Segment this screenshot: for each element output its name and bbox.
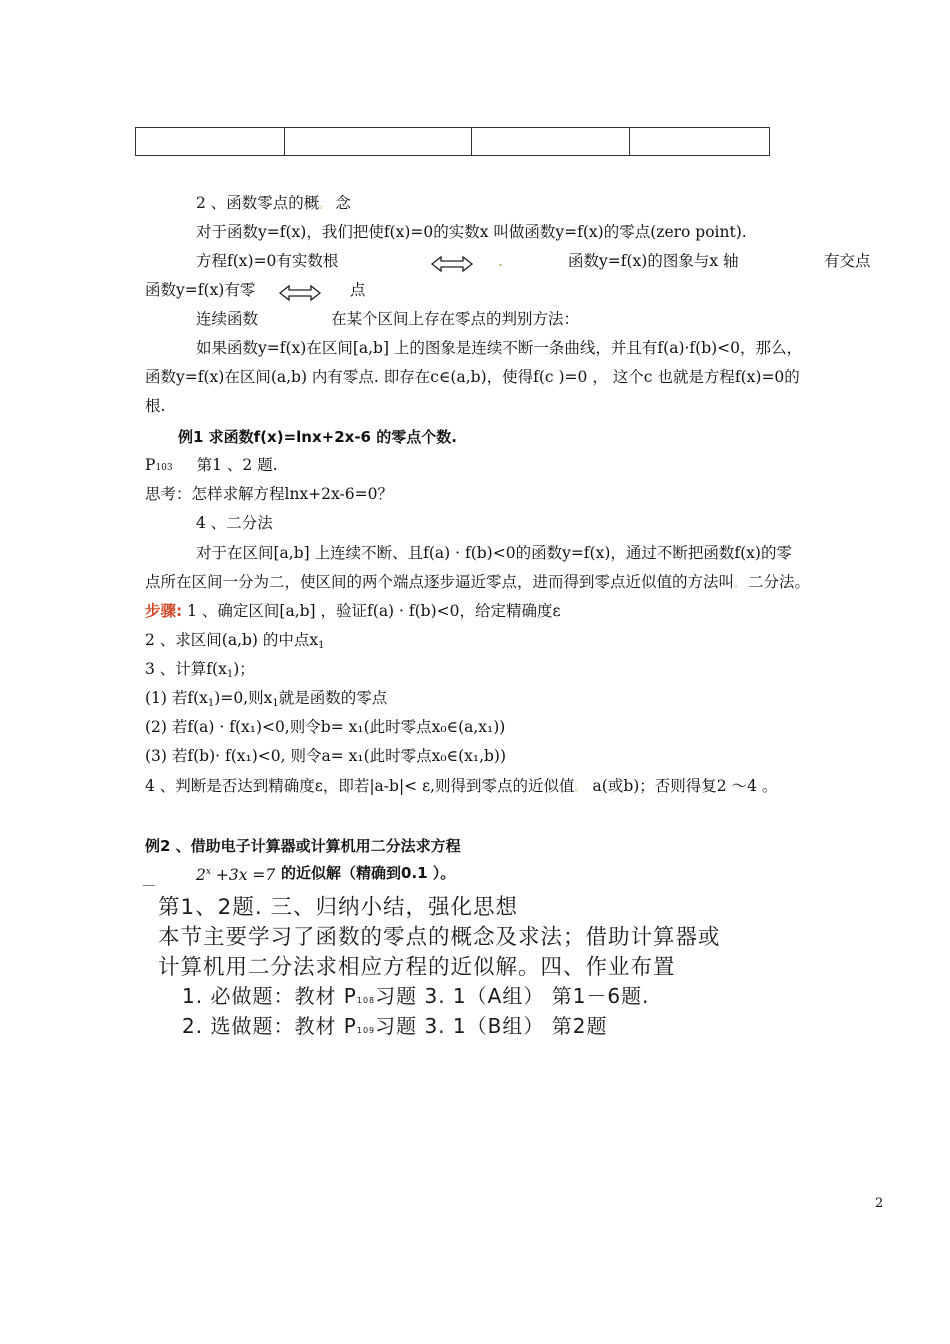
homework-optional-tail: 习题 3. 1（B组） 第2题 xyxy=(375,1014,608,1038)
exercise-ref: 第1 、2 题. xyxy=(196,456,278,474)
scan-line-4 xyxy=(182,980,650,1009)
scan-mark xyxy=(143,885,155,886)
subscript: 1 xyxy=(272,698,279,709)
example-2: 例2 、借助电子计算器或计算机用二分法求方程 xyxy=(145,837,461,855)
theorem-line-1: 如果函数y=f(x)在区间[a,b] 上的图象是连续不断一条曲线，并且有f(a)·f(b)<0，那么， xyxy=(196,339,803,357)
homework-optional: 2. 选做题：教材 P xyxy=(182,1014,357,1038)
page-number-109: 109 xyxy=(356,1026,376,1035)
textbook-reference xyxy=(145,455,278,478)
bisection-def-2: 点所在区间一分为二，使区间的两个端点逐步逼近零点，进而得到零点近似值的方法叫。 二分法。 xyxy=(145,573,811,591)
example-1: 例1 求函数f(x)=lnx+2x-6 的零点个数. xyxy=(178,428,457,446)
equivalence-line-1c: 有交点 xyxy=(824,252,871,270)
page-number-108: 108 xyxy=(356,996,376,1005)
equation xyxy=(196,862,275,885)
step-3-end: )； xyxy=(233,660,255,678)
step-4-text: 4 、判断是否达到精确度ε，即若|a-b|< ε,则得到零点的近似值 xyxy=(145,777,575,795)
case-2: (2) 若f(a) · f(x₁)<0,则令b= x₁(此时零点x₀∈(a,x₁)) xyxy=(145,718,506,736)
criterion-label: 在某个区间上存在零点的判别方法： xyxy=(331,310,580,328)
table-cell xyxy=(472,128,630,156)
definition-line: 对于函数y=f(x)，我们把使f(x)=0的实数x 叫做函数y=f(x)的零点(zero point). xyxy=(196,223,747,241)
table-cell xyxy=(630,128,770,156)
homework-required-tail: 习题 3. 1（A组） 第1－6题. xyxy=(375,984,650,1008)
step-2-text: 2 、求区间(a,b) 的中点x xyxy=(145,631,319,649)
homework-required: 1. 必做题：教材 P xyxy=(182,984,357,1008)
equation-exponent: x xyxy=(205,867,211,877)
table-cell xyxy=(136,128,285,156)
bisection-def-1: 对于在区间[a,b] 上连续不断、且f(a) · f(b)<0的函数y=f(x)，通过不断把函数f(x)的零 xyxy=(196,544,792,562)
case-1-b: )=0,则x xyxy=(214,689,273,707)
heading-text: 2 、函数零点的概 xyxy=(196,194,320,212)
theorem-line-3: 根. xyxy=(145,397,166,415)
equivalence-line-1a: 方程f(x)=0有实数根 xyxy=(196,252,339,270)
scan-line-5 xyxy=(182,1010,607,1039)
case-1-a: (1) 若f(x xyxy=(145,689,208,707)
bisection-def-2-text: 点所在区间一分为二，使区间的两个端点逐步逼近零点，进而得到零点近似值的方法叫 xyxy=(145,573,735,591)
case-1 xyxy=(145,688,387,714)
page-ref: P xyxy=(145,456,156,474)
step-3-text: 3 、计算f(x xyxy=(145,660,227,678)
step-4-end: a(或b)；否则得复2 ～4 。 xyxy=(592,777,778,795)
equivalence-line-2a: 函数y=f(x)有零 xyxy=(145,281,256,299)
equation-rest: +3x =7 xyxy=(210,866,276,885)
step-1 xyxy=(145,601,561,621)
subscript: 1 xyxy=(226,669,234,680)
table-cell xyxy=(285,128,472,156)
double-arrow-icon xyxy=(430,254,474,274)
section-zero-concept: 2 、函数零点的概。 念 xyxy=(196,194,351,212)
subscript: 1 xyxy=(318,640,325,651)
section-bisection: 4 、二分法 xyxy=(196,514,273,532)
double-arrow-icon xyxy=(278,283,322,303)
bisection-term: 二分法。 xyxy=(748,573,811,591)
step-4: 4 、判断是否达到精确度ε，即若|a-b|< ε,则得到零点的近似值。 a(或b)；否则得复2 ～4 。 xyxy=(145,777,778,795)
subscript: 1 xyxy=(207,698,215,709)
step-3 xyxy=(145,659,255,685)
scan-line-1: 第1、2题. 三、归纳小结，强化思想 xyxy=(158,895,519,920)
step-1-text: 1 、确定区间[a,b] ，验证f(a) · f(b)<0，给定精确度ε xyxy=(182,602,561,620)
scan-line-3: 计算机用二分法求相应方程的近似解。四、作业布置 xyxy=(158,955,676,980)
think-question: 思考：怎样求解方程lnx+2x-6=0？ xyxy=(145,485,393,503)
empty-table xyxy=(135,127,770,156)
continuous-function-label: 连续函数 xyxy=(196,310,259,328)
step-2 xyxy=(145,630,325,656)
theorem-line-2: 函数y=f(x)在区间(a,b) 内有零点. 即存在c∈(a,b)，使得f(c )=0 ， 这个c 也就是方程f(x)=0的 xyxy=(145,368,800,386)
case-3: (3) 若f(b)· f(x₁)<0, 则令a= x₁(此时零点x₀∈(x₁,b)) xyxy=(145,747,507,765)
equivalence-line-1b: 函数y=f(x)的图象与x 轴 xyxy=(568,252,739,270)
steps-label: 步骤: xyxy=(145,602,183,620)
page-ref-number: 103 xyxy=(155,463,173,473)
equation-base: 2 xyxy=(196,866,206,885)
page-number: 2 xyxy=(875,1196,884,1211)
example-2-tail: 的近似解（精确到0.1 ）。 xyxy=(281,864,456,882)
case-1-c: 就是函数的零点 xyxy=(278,689,388,707)
scan-line-2: 本节主要学习了函数的零点的概念及求法；借助计算器或 xyxy=(158,925,721,950)
heading-text-end: 念 xyxy=(335,194,351,212)
equivalence-line-2b: 点 xyxy=(350,281,366,299)
